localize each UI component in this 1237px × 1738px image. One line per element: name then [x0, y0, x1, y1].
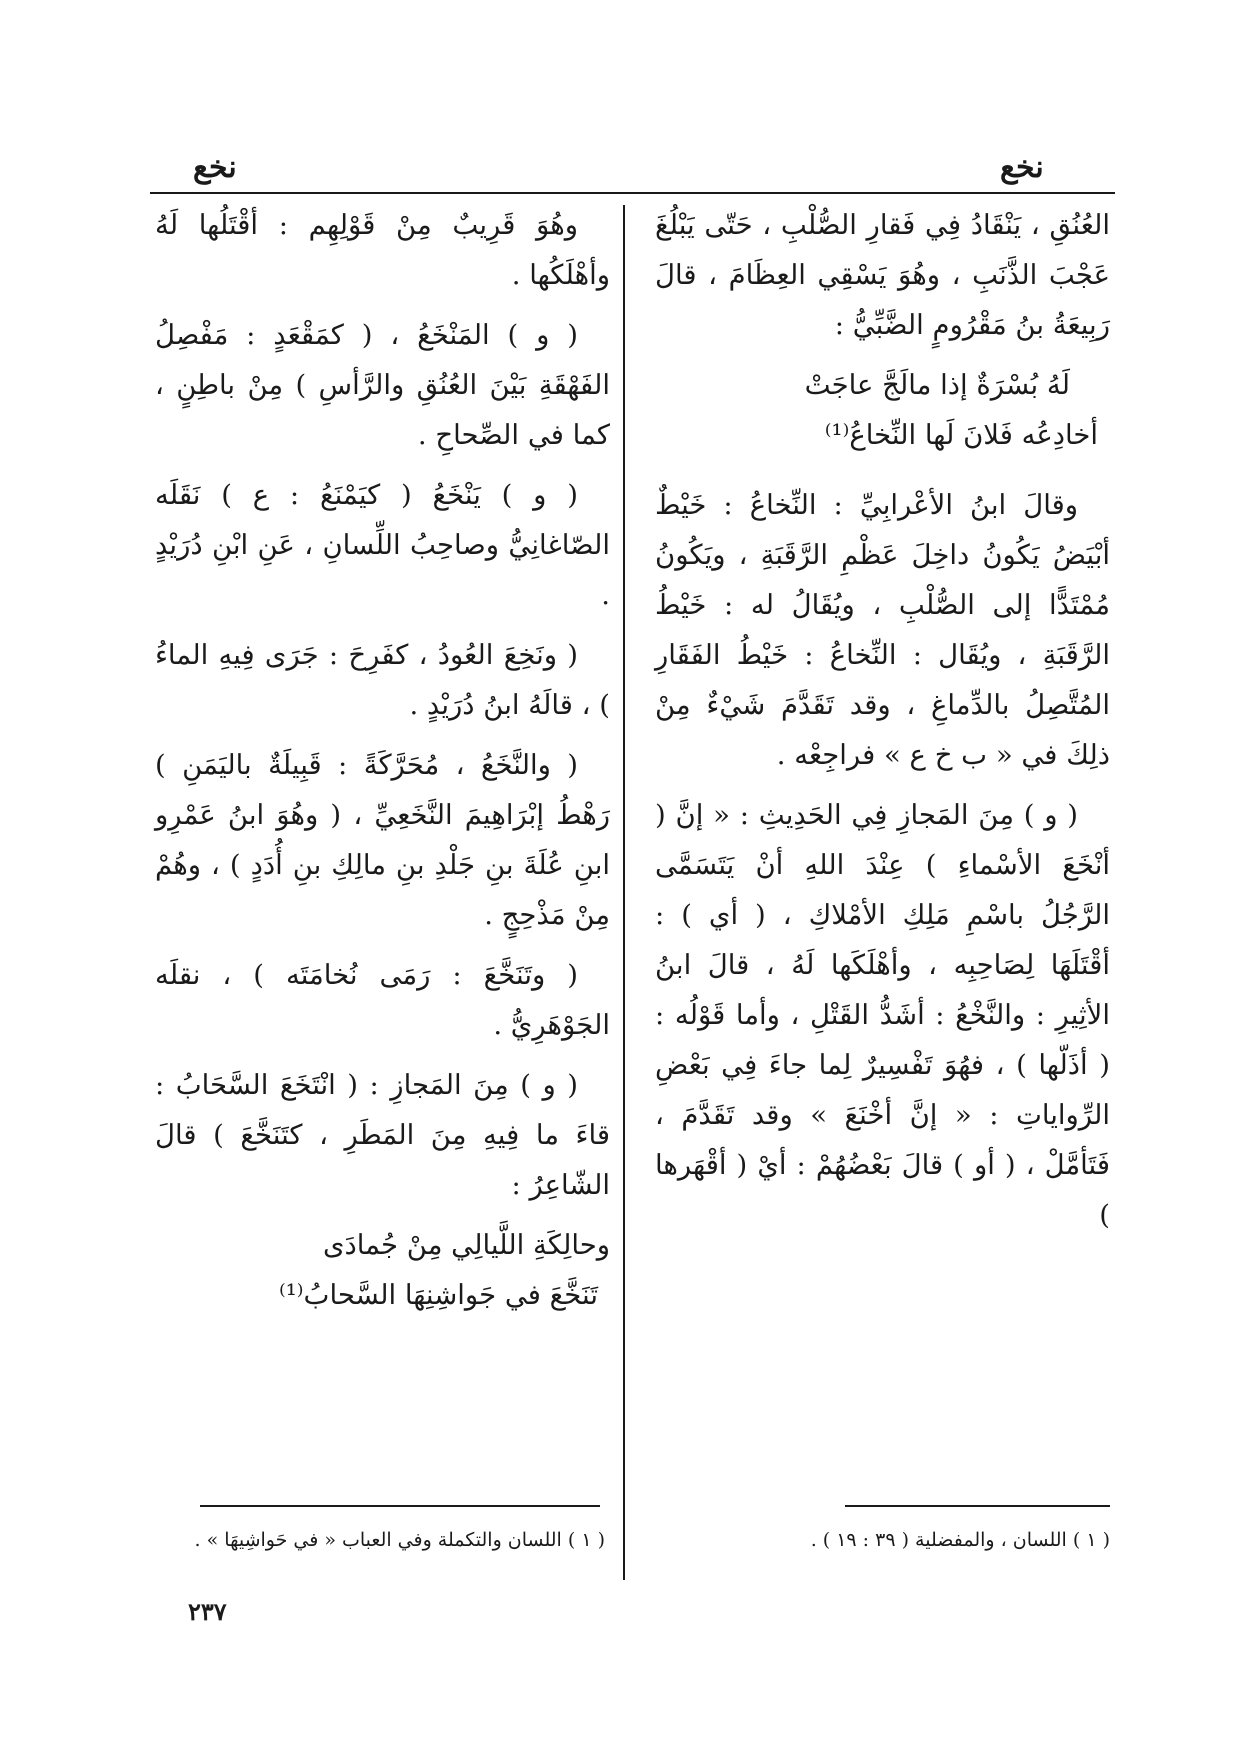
running-head-left: نخع	[193, 150, 237, 185]
footnote-rule-left	[200, 1505, 600, 1507]
paragraph: ( و ) يَنْخَعُ ( كيَمْنَعُ : ع ) نَقَلَه الصّاغانِيُّ وصاحِبُ اللِّسانِ ، عَنِ ابْنِ دُرَيْدٍ .	[155, 479, 610, 611]
paragraph: ( و ) مِنَ المَجازِ فِي الحَدِيثِ : « إنَّ ( أنْخَعَ الأسْماءِ ) عِنْدَ اللهِ أنْ يَتَسَمَّى الرَّجُلُ باسْمِ مَلِكِ الأمْلاكِ ، ( أي ) : أقْتَلَهَا لِصَاحِبِه ، وأهْلَكَها لَهُ ، قالَ ابنُ الأثِيرِ : والنَّخْعُ : أشَدُّ القَتْلِ ، وأما قَوْلُه : ( أذَلّها ) ، فهُوَ تَفْسِيرٌ لِما جاءَ فِي بَعْضِ الرِّواياتِ : « إنَّ أخْنَعَ » وقد تَقَدَّمَ ، فَتَأمَّلْ ، ( أو ) قالَ بَعْضُهُمْ : أيْ ( أقْهَرها )	[655, 799, 1110, 1231]
paragraph: ( و ) المَنْخَعُ ، ( كمَقْعَدٍ : مَفْصِلُ الفَهْقَةِ بَيْنَ العُنُقِ والرَّأسِ ) مِنْ باطِنٍ ، كما في الصِّحاحِ .	[155, 319, 610, 451]
left-column	[155, 200, 610, 1340]
footnote-left: ( ١ ) اللسان والتكملة وفي العباب « في حَواشِيهَا » .	[194, 1529, 605, 1551]
paragraph: العُنُقِ ، يَنْقَادُ فِي فَقارِ الصُّلْبِ ، حَتّى يَبْلُغَ عَجْبَ الذَّنَبِ ، وهُوَ يَسْقِي العِظَامَ ، قالَ رَبِيعَةُ بنُ مَقْرُومٍ الضَّبِّيُّ :	[655, 209, 1110, 341]
verse-block	[155, 1220, 610, 1320]
footnote-rule-right	[845, 1505, 1110, 1507]
paragraph: وهُوَ قَرِيبٌ مِنْ قَوْلِهِم : أقْتَلُها لَهُ وأهْلَكُها .	[155, 209, 610, 291]
paragraph: ( و ) مِنَ المَجازِ : ( انْتَخَعَ السَّحَابُ : قاءَ ما فِيهِ مِنَ المَطَرِ ، كتَنَخَّعَ ) قالَ الشّاعِرُ :	[155, 1069, 610, 1201]
verse-line: تَنَخَّعَ في جَواشِنِهَا السَّحابُ⁽¹⁾	[279, 1279, 598, 1311]
running-head-right: نخع	[1000, 150, 1044, 185]
header-rule	[150, 192, 1115, 194]
paragraph: ( والنَّخَعُ ، مُحَرَّكَةً : قَبِيلَةٌ باليَمَنِ ) رَهْطُ إبْرَاهِيمَ النَّخَعِيِّ ، ( وهُوَ ابنُ عَمْرِو ابنِ عُلَةَ بنِ جَلْدِ بنِ مالِكِ بنِ أُدَدٍ ) ، وهُمْ مِنْ مَذْحِجٍ .	[155, 749, 610, 931]
paragraph: وقالَ ابنُ الأعْرابِيِّ : النِّخاعُ : خَيْطٌ أبْيَضُ يَكُونُ داخِلَ عَظْمِ الرَّقَبَةِ ، ويَكُونُ مُمْتَدًّا إلى الصُّلْبِ ، ويُقَالُ له : خَيْطُ الرَّقَبَةِ ، ويُقَال : النِّخاعُ : خَيْطُ الفَقَارِ المُتَّصِلُ بالدِّماغِ ، وقد تَقَدَّمَ شَيْءٌ مِنْ ذلِكَ في « ب خ ع » فراجِعْه .	[655, 489, 1110, 771]
paragraph: ( ونَخِعَ العُودُ ، كفَرِحَ : جَرَى فِيهِ الماءُ ) ، قالَهُ ابنُ دُرَيْدٍ .	[155, 639, 610, 721]
verse-line: أخادِعُه فَلانَ لَها النِّخاعُ⁽¹⁾	[824, 419, 1098, 451]
verse-line: وحالِكَةِ اللَّيالِي مِنْ جُمادَى	[322, 1229, 610, 1261]
column-divider	[623, 205, 625, 1580]
verse-line: لَهُ بُسْرَةٌ إذا مالَجَّ عاجَتْ	[804, 369, 1070, 401]
footnote-right: ( ١ ) اللسان ، والمفضلية ( ٣٩ : ١٩ ) .	[810, 1529, 1110, 1551]
verse-block	[655, 360, 1110, 460]
page-number: ٢٣٧	[188, 1597, 227, 1626]
right-column	[655, 200, 1110, 1250]
paragraph: ( وتَنَخَّعَ : رَمَى نُخامَتَه ) ، نقلَه الجَوْهَرِيُّ .	[155, 959, 610, 1041]
